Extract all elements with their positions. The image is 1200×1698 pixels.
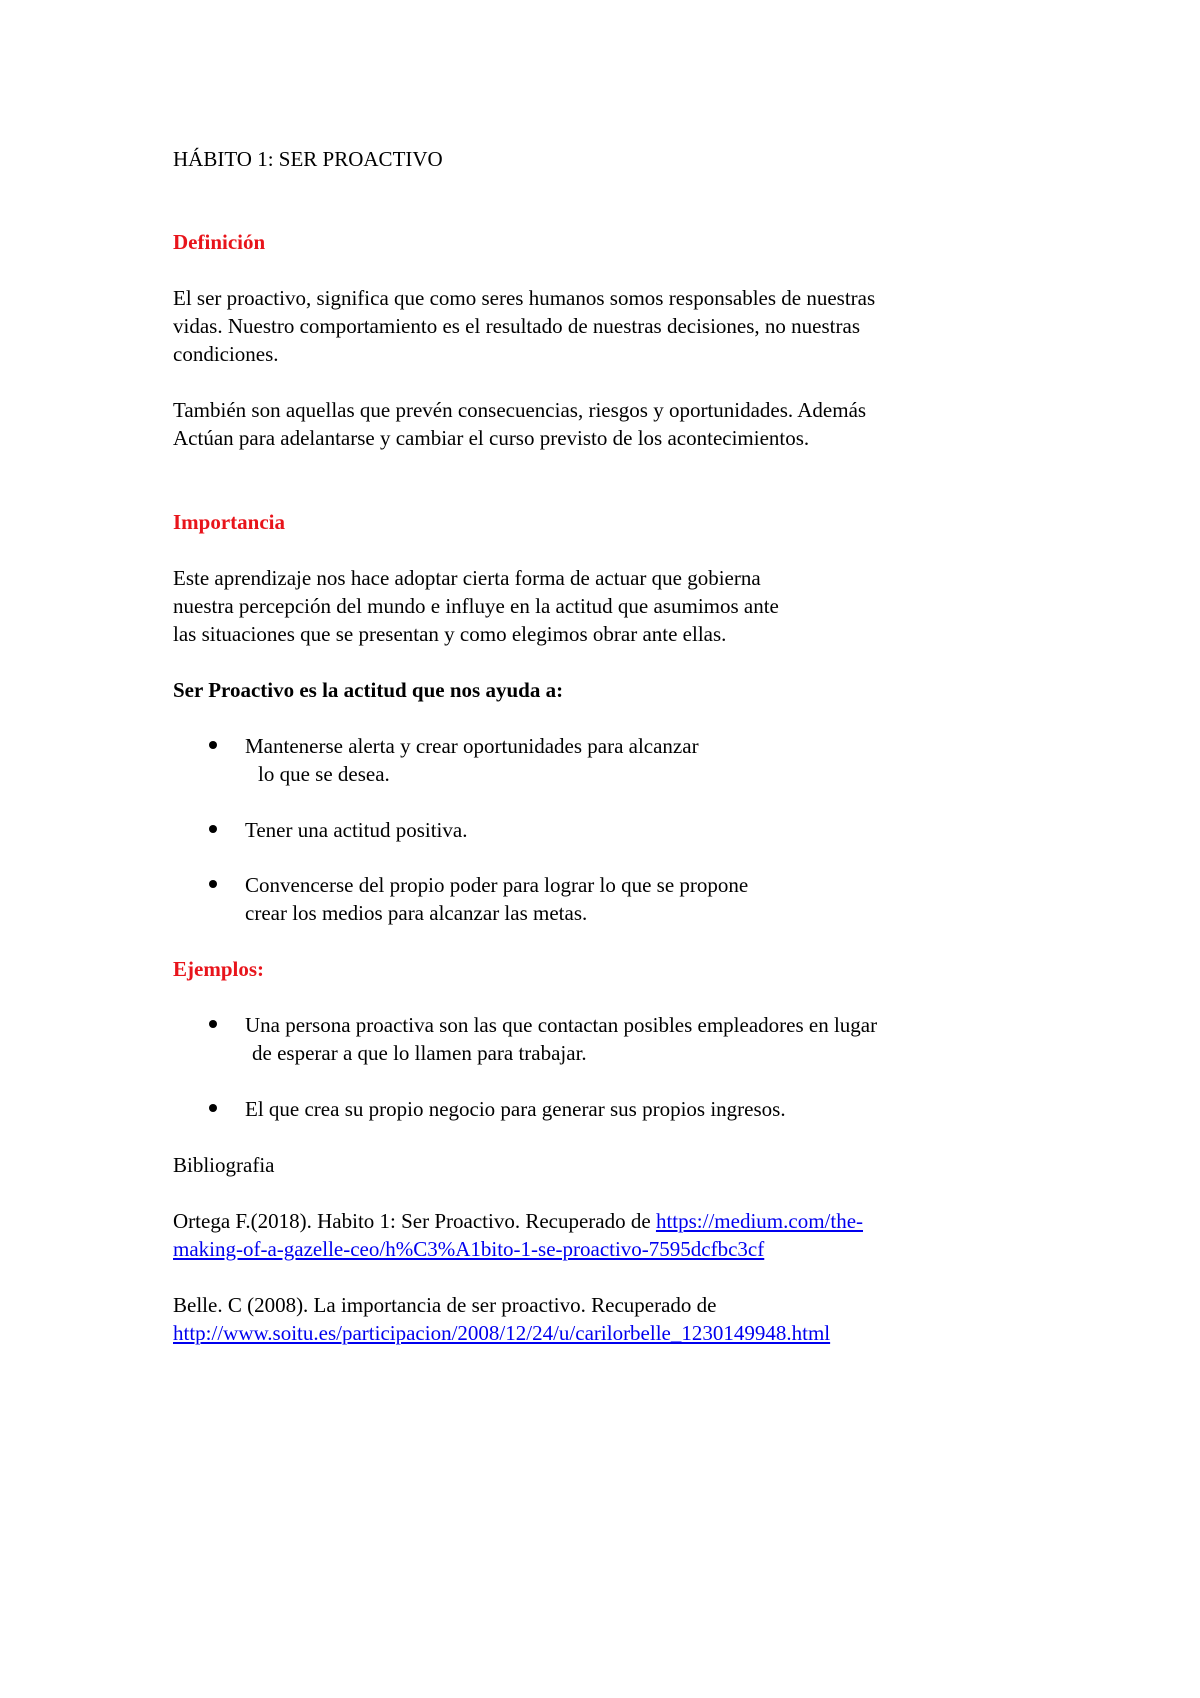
importancia-bullet-3-line2: crear los medios para alcanzar las metas.: [245, 901, 588, 925]
bullet-icon: [209, 880, 217, 888]
importancia-heading: Importancia: [173, 510, 285, 534]
definicion-heading: Definición: [173, 230, 266, 254]
reference-1-line1: [173, 1207, 863, 1235]
reference-2-text: Belle. C (2008). La importancia de ser proactivo. Recuperado de: [173, 1293, 717, 1317]
ejemplos-bullet-1-line2: de esperar a que lo llamen para trabajar.: [252, 1041, 587, 1065]
reference-2-link[interactable]: http://www.soitu.es/participacion/2008/12/24/u/carilorbelle_1230149948.html: [173, 1321, 831, 1345]
page-title: HÁBITO 1: SER PROACTIVO: [173, 147, 443, 171]
importancia-bullet-1-line2: lo que se desea.: [258, 762, 390, 786]
bullet-icon: [209, 1104, 217, 1112]
definicion-p1-line1: El ser proactivo, significa que como seres humanos somos responsables de nuestras: [173, 286, 876, 310]
bibliografia-heading: Bibliografia: [173, 1153, 275, 1177]
reference-2-line2: [173, 1319, 830, 1347]
importancia-p1-line2: nuestra percepción del mundo e influye en la actitud que asumimos ante: [173, 594, 779, 618]
ejemplos-bullet-2: El que crea su propio negocio para generar sus propios ingresos.: [245, 1097, 786, 1121]
definicion-p1-line2: vidas. Nuestro comportamiento es el resultado de nuestras decisiones, no nuestras: [173, 314, 860, 338]
importancia-bullet-3-line1: Convencerse del propio poder para lograr lo que se propone: [245, 873, 749, 897]
ejemplos-heading: Ejemplos:: [173, 957, 264, 981]
reference-1-link-part2[interactable]: making-of-a-gazelle-ceo/h%C3%A1bito-1-se-proactivo-7595dcfbc3cf: [173, 1237, 765, 1261]
reference-1-text: Ortega F.(2018). Habito 1: Ser Proactivo. Recuperado de: [173, 1209, 656, 1233]
definicion-p2-line2: Actúan para adelantarse y cambiar el curso previsto de los acontecimientos.: [173, 426, 810, 450]
bullet-icon: [209, 1020, 217, 1028]
bullet-icon: [209, 825, 217, 833]
reference-1-line2: [173, 1235, 764, 1263]
bullet-icon: [209, 741, 217, 749]
importancia-bullet-2: Tener una actitud positiva.: [245, 818, 468, 842]
reference-1-link-part1[interactable]: https://medium.com/the-: [655, 1209, 864, 1233]
importancia-subheading: Ser Proactivo es la actitud que nos ayuda a:: [173, 678, 564, 702]
importancia-p1-line1: Este aprendizaje nos hace adoptar cierta forma de actuar que gobierna: [173, 566, 761, 590]
importancia-bullet-1-line1: Mantenerse alerta y crear oportunidades para alcanzar: [245, 734, 699, 758]
importancia-p1-line3: las situaciones que se presentan y como elegimos obrar ante ellas.: [173, 622, 727, 646]
ejemplos-bullet-1-line1: Una persona proactiva son las que contactan posibles empleadores en lugar: [245, 1013, 878, 1037]
definicion-p1-line3: condiciones.: [173, 342, 279, 366]
definicion-p2-line1: También son aquellas que prevén consecuencias, riesgos y oportunidades. Además: [173, 398, 867, 422]
